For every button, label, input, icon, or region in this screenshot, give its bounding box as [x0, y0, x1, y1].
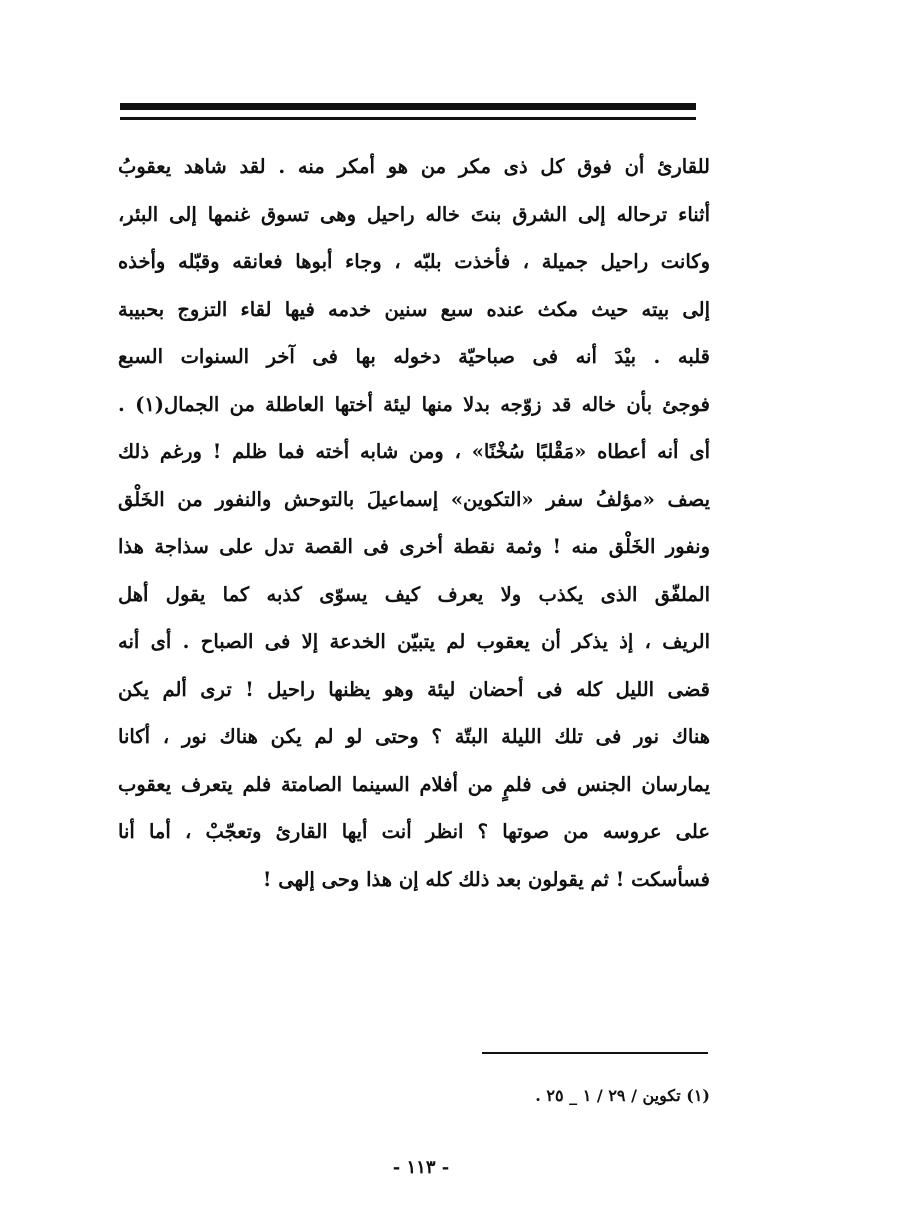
body-text	[118, 143, 710, 903]
footnote: (١) تكوين / ٢٩ / ١ _ ٢٥ .	[535, 1086, 710, 1105]
text-line: أثناء ترحاله إلى الشرق بنتَ خاله راحيل وهى تسوق غنمها إلى البئر،	[118, 202, 710, 226]
text-line: ونفور الخَلْق منه ! وثمة نقطة أخرى فى القصة تدل على سذاجة هذا	[118, 535, 710, 558]
text-line: يمارسان الجنس فى فلمٍ من أفلام السينما الصامتة فلم يتعرف يعقوب	[118, 772, 710, 796]
text-line: للقارئ أن فوق كل ذى مكر من هو أمكر منه . لقد شاهد يعقوبُ	[118, 155, 710, 178]
text-line: وكانت راحيل جميلة ، فأخذت بلبّه ، وجاء أبوها فعانقه وقبّله وأخذه	[118, 250, 710, 273]
text-line: أى أنه أعطاه «مَقْلبًا سُخْنًا» ، ومن شابه أخته فما ظلم ! ورغم ذلك	[118, 440, 710, 463]
text-line: هناك نور فى تلك الليلة البتّة ؟ وحتى لو لم يكن هناك نور ، أكانا	[118, 725, 710, 748]
text-line: الريف ، إذ يذكر أن يعقوب لم يتبيّن الخدعة إلا فى الصباح . أى أنه	[118, 630, 710, 653]
text-line: الملفّق الذى يكذب ولا يعرف كيف يسوّى كذبه كما يقول أهل	[118, 582, 710, 606]
text-line: قلبه . بيْدَ أنه فى صباحيّة دخوله بها فى آخر السنوات السبع	[118, 345, 710, 368]
text-line: يصف «مؤلفُ سفر «التكوين» إسماعيلَ بالتوحش والنفور من الخَلْق	[118, 487, 710, 511]
header-rule-thin	[120, 117, 696, 120]
header-rule-thick	[120, 103, 696, 110]
text-line: إلى بيته حيث مكث عنده سبع سنين خدمه فيها لقاء التزوج بحبيبة	[118, 297, 710, 321]
text-line: قضى الليل كله فى أحضان ليئة وهو يظنها راحيل ! ترى ألم يكن	[118, 677, 710, 701]
text-line: فسأسكت ! ثم يقولون بعد ذلك كله إن هذا وحى إلهى !	[262, 867, 710, 891]
text-line: فوجئ بأن خاله قد زوّجه بدلا منها ليئة أختها العاطلة من الجمال(١) .	[118, 392, 710, 416]
text-line: على عروسه من صوتها ؟ انظر أنت أيها القارئ وتعجّبْ ، أما أنا	[118, 820, 710, 843]
page-number: - ١١٣ -	[392, 1157, 450, 1178]
footnote-rule	[482, 1052, 708, 1054]
